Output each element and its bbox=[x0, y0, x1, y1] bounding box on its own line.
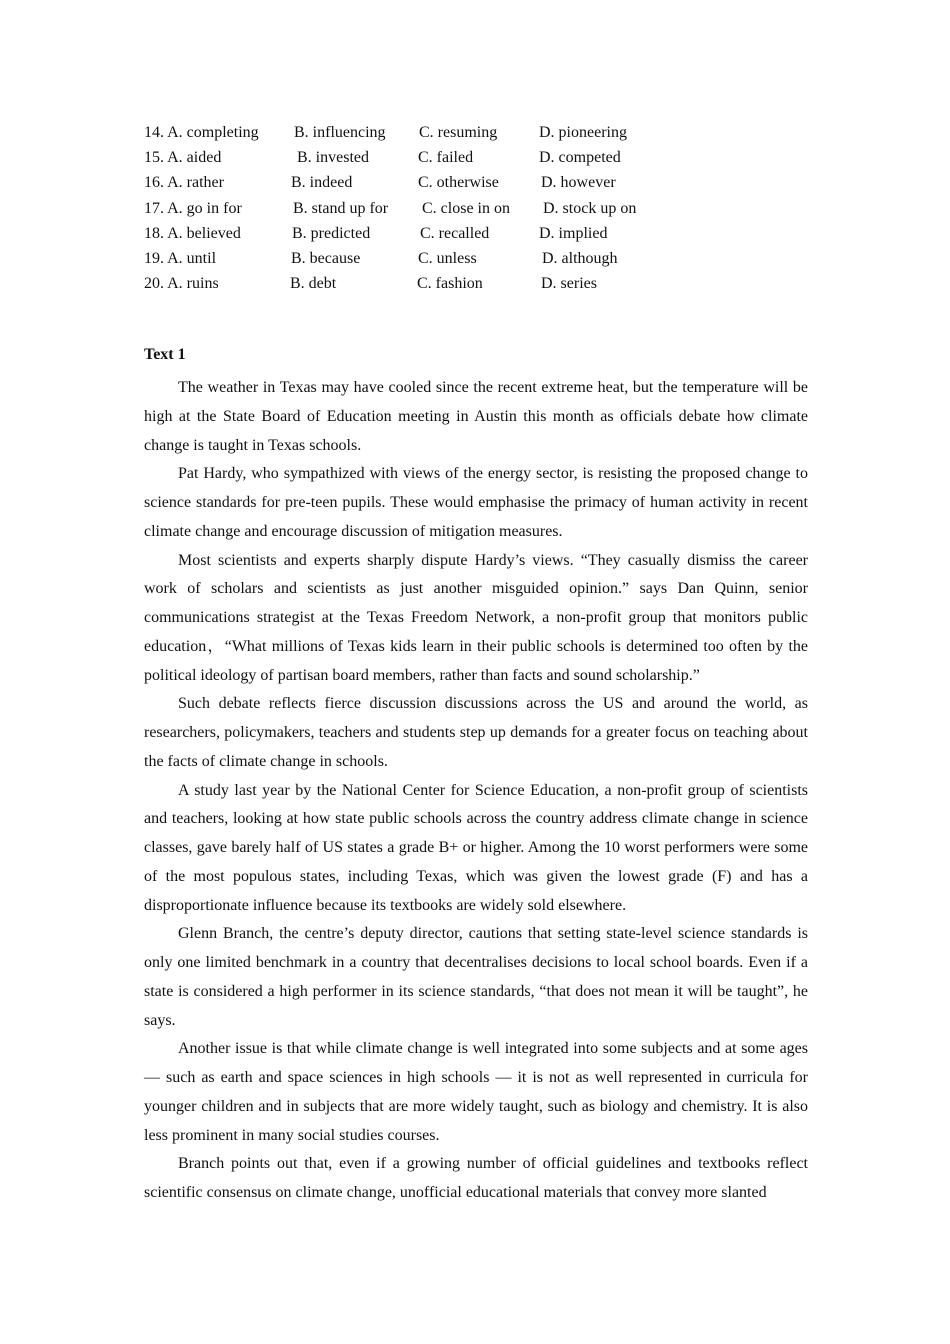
option-d: D. stock up on bbox=[543, 199, 637, 217]
option-c: C. resuming bbox=[419, 124, 498, 141]
option-b: B. because bbox=[291, 249, 361, 267]
option-b: B. predicted bbox=[292, 224, 371, 242]
paragraph: Branch points out that, even if a growing number of official guidelines and textbooks reflect scientific consensus on climate change, unofficial educational materials that convey more slanted bbox=[144, 1155, 808, 1201]
paragraph: Most scientists and experts sharply dispute Hardy’s views. “They casually dismiss the career work of scholars and scientists as just another misguided opinion.” says Dan Quinn, senior communications strategist at the Texas Freedom Network, a non-profit group that monitors public education，“What millions of Texas kids learn in their public schools is determined too often by the political ideology of partisan board members, rather than facts and sound scholarship.” bbox=[144, 551, 808, 684]
option-c: C. close in on bbox=[422, 199, 510, 217]
option-row-18 bbox=[144, 221, 824, 246]
option-b: B. indeed bbox=[291, 174, 353, 192]
option-a: 15. A. aided bbox=[144, 149, 222, 167]
option-d: D. although bbox=[542, 249, 618, 267]
option-row-17 bbox=[144, 196, 824, 221]
option-d: D. implied bbox=[539, 224, 608, 242]
option-row-19 bbox=[144, 246, 824, 271]
paragraph: A study last year by the National Center for Science Education, a non-profit group of scientists and teachers, looking at how state public schools across the country address climate change in science classes, gave barely half of US states a grade B+ or higher. Among the 10 worst performers were some of the most populous states, including Texas, which was given the lowest grade (F) and has a disproportionate influence because its textbooks are widely sold elsewhere. bbox=[144, 781, 808, 914]
option-a: 19. A. until bbox=[144, 249, 217, 267]
option-d: D. competed bbox=[539, 149, 621, 167]
paragraph: Glenn Branch, the centre’s deputy director, cautions that setting state-level science standards is only one limited benchmark in a country that decentralises decisions to local school boards. Even if a state is considered a high performer in its science standards, “that does not mean it will be taught”, he says. bbox=[144, 925, 808, 1029]
answer-options bbox=[144, 120, 824, 296]
option-c: C. recalled bbox=[420, 224, 490, 242]
option-c: C. failed bbox=[418, 149, 474, 167]
option-d: D. series bbox=[541, 275, 597, 293]
option-b: B. influencing bbox=[294, 124, 386, 141]
option-a: 14. A. completing bbox=[144, 124, 259, 141]
option-a: 18. A. believed bbox=[144, 224, 241, 242]
option-c: C. unless bbox=[418, 249, 477, 267]
option-d: D. however bbox=[541, 174, 616, 192]
section-heading: Text 1 bbox=[144, 346, 186, 363]
option-c: C. otherwise bbox=[418, 174, 499, 192]
article-body bbox=[144, 374, 808, 1208]
paragraph: Such debate reflects fierce discussion discussions across the US and around the world, as researchers, policymakers, teachers and students step up demands for a greater focus on teaching about the facts of climate change in schools. bbox=[144, 695, 808, 770]
paragraph: Pat Hardy, who sympathized with views of the energy sector, is resisting the proposed change to science standards for pre-teen pupils. These would emphasise the primacy of human activity in recent climate change and encourage discussion of mitigation measures. bbox=[144, 465, 808, 540]
paragraph: The weather in Texas may have cooled since the recent extreme heat, but the temperature will be high at the State Board of Education meeting in Austin this month as officials debate how climate change is taught in Texas schools. bbox=[144, 379, 808, 454]
option-a: 17. A. go in for bbox=[144, 199, 242, 217]
option-row-16 bbox=[144, 170, 824, 195]
option-b: B. stand up for bbox=[293, 199, 389, 217]
option-a: 20. A. ruins bbox=[144, 275, 219, 293]
option-row-14 bbox=[144, 120, 824, 145]
paragraph: Another issue is that while climate change is well integrated into some subjects and at some ages — such as earth and space sciences in high schools — it is not as well represented in curricula for younger children and in subjects that are more widely taught, such as biology and chemistry. It is also less prominent in many social studies courses. bbox=[144, 1040, 808, 1144]
option-row-15 bbox=[144, 145, 824, 170]
option-row-20 bbox=[144, 271, 824, 296]
option-a: 16. A. rather bbox=[144, 174, 224, 192]
option-d: D. pioneering bbox=[539, 124, 627, 141]
option-c: C. fashion bbox=[417, 275, 483, 293]
option-b: B. debt bbox=[290, 275, 337, 293]
option-b: B. invested bbox=[297, 149, 369, 167]
